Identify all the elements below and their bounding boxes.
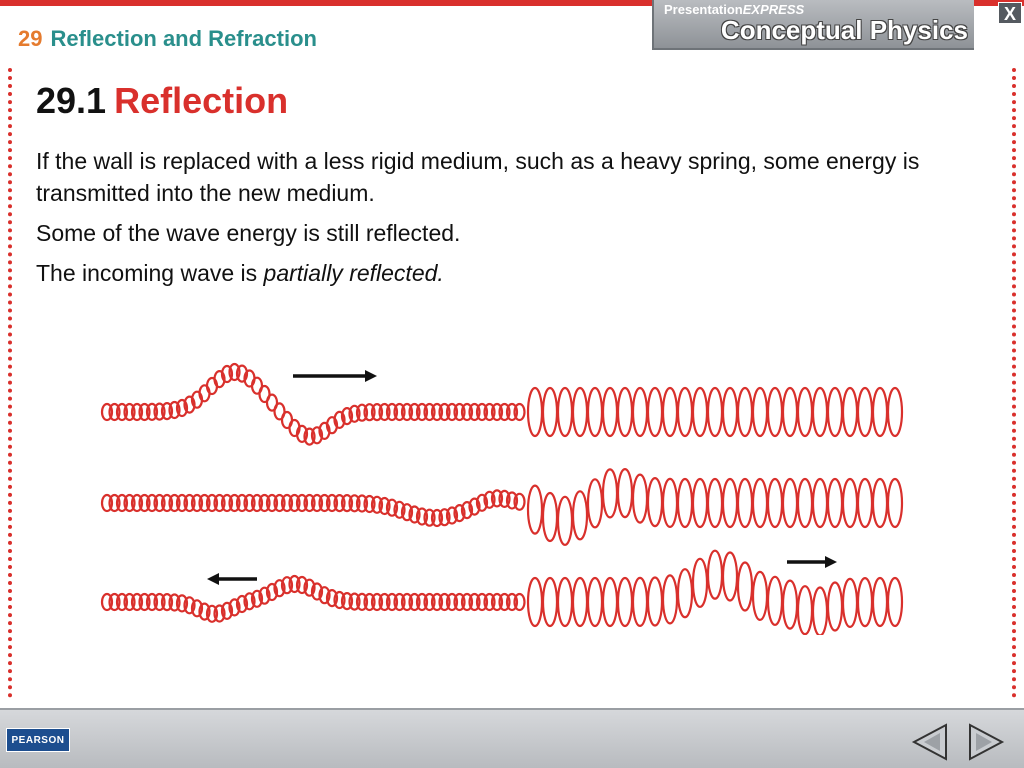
spring-coil: [798, 586, 812, 634]
slide-body: [36, 145, 976, 297]
arrow-reflected: [207, 573, 257, 585]
chapter-title: Reflection and Refraction: [50, 26, 317, 51]
arrow-head: [825, 556, 837, 568]
spring-coil: [663, 575, 677, 623]
spring-coil: [663, 479, 677, 527]
spring-coil: [828, 583, 842, 631]
spring-coil: [873, 388, 887, 436]
spring-coil: [588, 479, 602, 527]
spring-coil: [783, 479, 797, 527]
spring-2-heavy: [528, 469, 902, 545]
spring-coil: [828, 388, 842, 436]
spring-coil: [648, 388, 662, 436]
spring-coil: [873, 479, 887, 527]
spring-coil: [678, 569, 692, 617]
spring-coil: [888, 578, 902, 626]
spring-coil: [768, 479, 782, 527]
spring-coil: [723, 553, 737, 601]
spring-coil: [888, 388, 902, 436]
spring-coil: [648, 578, 662, 626]
spring-coil: [888, 479, 902, 527]
footer: [0, 708, 1024, 768]
spring-coil: [723, 479, 737, 527]
paragraph-2: Some of the wave energy is still reflected.: [36, 220, 461, 246]
spring-coil: [753, 479, 767, 527]
pearson-logo: PEARSON: [6, 728, 70, 752]
spring-coil: [708, 479, 722, 527]
spring-coil: [738, 479, 752, 527]
spring-coil: [603, 388, 617, 436]
spring-1-heavy: [528, 388, 902, 436]
spring-coil: [618, 388, 632, 436]
spring-coil: [558, 388, 572, 436]
spring-coil: [828, 479, 842, 527]
springs: [102, 364, 902, 635]
spring-coil: [843, 579, 857, 627]
spring-3-heavy: [528, 551, 902, 635]
spring-coil: [783, 581, 797, 629]
spring-coil: [708, 388, 722, 436]
spring-coil: [798, 388, 812, 436]
next-arrow-icon[interactable]: [966, 722, 1006, 762]
spring-coil: [663, 388, 677, 436]
spring-coil: [633, 578, 647, 626]
arrow-head: [207, 573, 219, 585]
section-title: Reflection: [114, 80, 289, 121]
spring-coil: [723, 388, 737, 436]
spring-2-light: [102, 490, 525, 526]
spring-coil: [528, 388, 542, 436]
prev-arrow-icon[interactable]: [910, 722, 950, 762]
spring-coil: [528, 578, 542, 626]
spring-coil: [693, 479, 707, 527]
spring-coil: [813, 479, 827, 527]
spring-coil: [753, 572, 767, 620]
spring-wave-figure: [95, 350, 925, 635]
spring-coil: [618, 578, 632, 626]
spring-coil: [843, 388, 857, 436]
spring-coil: [573, 388, 587, 436]
spring-coil: [738, 563, 752, 611]
spring-coil: [738, 388, 752, 436]
close-button[interactable]: X: [998, 2, 1022, 24]
spring-coil: [573, 578, 587, 626]
spring-coil: [588, 578, 602, 626]
spring-coil: [858, 479, 872, 527]
spring-coil: [858, 578, 872, 626]
spring-coil: [633, 475, 647, 523]
spring-coil: [843, 479, 857, 527]
spring-coil: [708, 551, 722, 599]
paragraph-3-italic: partially reflected.: [263, 260, 444, 286]
brand-title: Conceptual Physics: [720, 15, 968, 45]
spring-coil: [813, 588, 827, 636]
spring-coil: [693, 388, 707, 436]
chapter-heading: [18, 26, 317, 52]
arrow-head: [365, 370, 377, 382]
spring-coil: [618, 469, 632, 517]
paragraph-1: If the wall is replaced with a less rigid medium, such as a heavy spring, some energy is transmitted into the new medium.: [36, 148, 920, 206]
paragraph-3-text: The incoming wave is: [36, 260, 264, 286]
spring-coil: [768, 388, 782, 436]
right-dotted-border: [1012, 68, 1016, 698]
spring-coil: [603, 578, 617, 626]
spring-coil: [678, 388, 692, 436]
spring-coil: [543, 578, 557, 626]
spring-coil: [678, 479, 692, 527]
spring-coil: [603, 469, 617, 517]
spring-coil: [558, 578, 572, 626]
arrow-transmitted: [787, 556, 837, 568]
spring-coil: [753, 388, 767, 436]
left-dotted-border: [8, 68, 12, 698]
spring-coil: [528, 486, 542, 534]
spring-3-light: [102, 576, 525, 622]
spring-coil: [648, 478, 662, 526]
brand-express: EXPRESS: [742, 2, 805, 17]
spring-coil: [768, 577, 782, 625]
spring-coil: [543, 388, 557, 436]
spring-coil: [798, 479, 812, 527]
chapter-number: 29: [18, 26, 43, 51]
spring-coil: [558, 497, 572, 545]
spring-coil: [543, 493, 557, 541]
brand-badge: [652, 0, 974, 50]
spring-coil: [783, 388, 797, 436]
spring-coil: [633, 388, 647, 436]
paragraph-3: [36, 257, 976, 289]
spring-coil: [858, 388, 872, 436]
section-number: 29.1: [36, 80, 107, 121]
brand-prefix: Presentation: [664, 2, 743, 17]
spring-coil: [693, 559, 707, 607]
spring-coil: [573, 491, 587, 539]
arrow-incoming: [293, 370, 377, 382]
arrows: [207, 370, 837, 585]
slide-title: [36, 80, 288, 122]
spring-coil: [873, 578, 887, 626]
spring-coil: [588, 388, 602, 436]
spring-coil: [813, 388, 827, 436]
